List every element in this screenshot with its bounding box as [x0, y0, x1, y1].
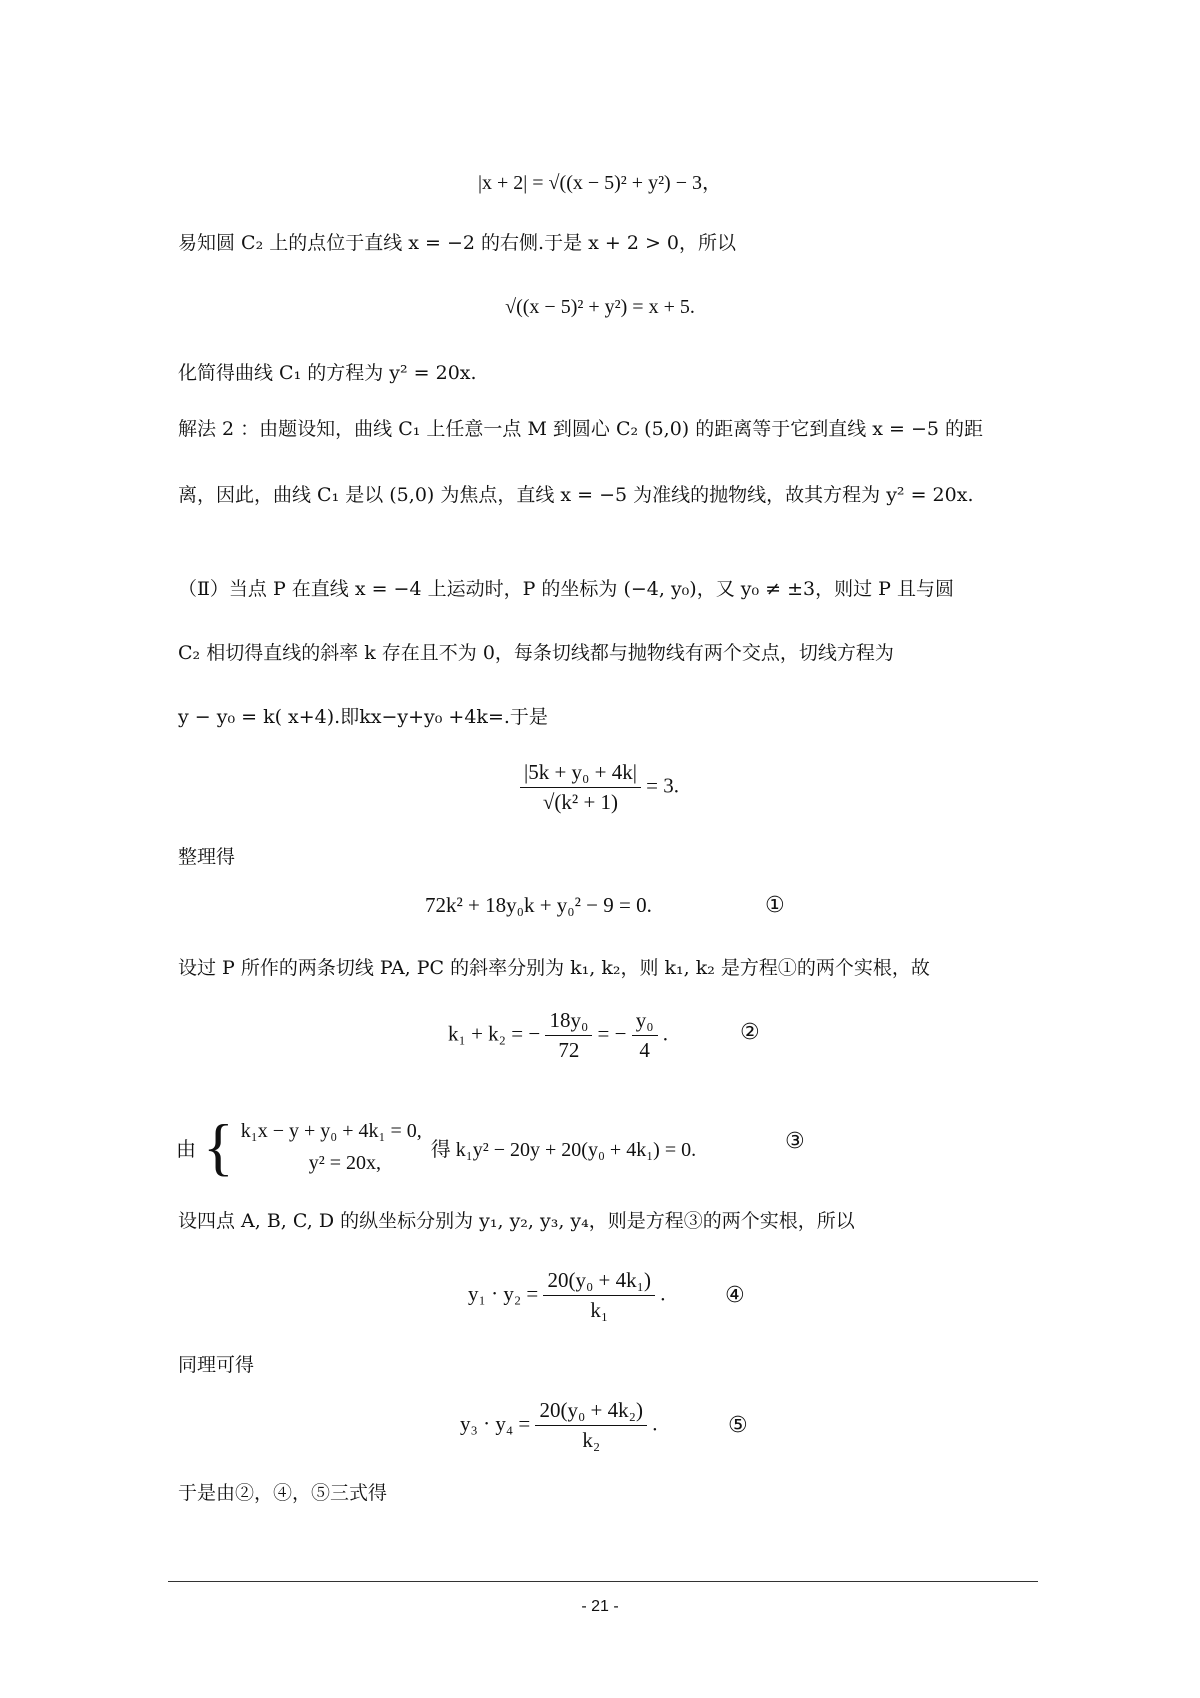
text-part-ii: （Ⅱ）当点 P 在直线 x = −4 上运动时，P 的坐标为 (−4, y₀)，又 y₀ ≠ ±3，则过 P 且与圆	[178, 578, 954, 600]
equation-sqrt: √((x − 5)² + y²) = x + 5.	[505, 296, 695, 318]
product-lhs: y₃ · y₄ =	[460, 1411, 531, 1436]
marker-4: ④	[725, 1283, 745, 1308]
footer-divider	[168, 1581, 1038, 1582]
fraction-denominator: √(k² + 1)	[542, 790, 619, 814]
fraction-numerator: 18y₀	[545, 1008, 592, 1036]
product-end: .	[652, 1411, 658, 1436]
marker-1: ①	[765, 893, 785, 918]
fraction-numerator: 20(y₀ + 4k₁)	[543, 1268, 654, 1296]
fraction-y0-4	[632, 1008, 658, 1063]
equation-distance	[520, 760, 679, 815]
fraction-numerator: 20(y₀ + 4k₂)	[535, 1398, 646, 1426]
sum-mid: = −	[597, 1021, 627, 1046]
system-prefix: 由	[176, 1138, 196, 1161]
fraction-18y0-72	[545, 1008, 592, 1063]
equation-system	[176, 1111, 697, 1182]
sum-end: .	[662, 1021, 669, 1046]
system-result: 得 k₁y² − 20y + 20(y₀ + 4k₁) = 0.	[430, 1138, 697, 1161]
marker-2: ②	[740, 1020, 760, 1045]
equation-y1y2	[468, 1268, 665, 1323]
equation-rhs: = 3.	[646, 773, 680, 798]
text-four-points: 设四点 A, B, C, D 的纵坐标分别为 y₁, y₂, y₃, y₄，则是方程③的两个实根，所以	[178, 1210, 855, 1232]
fraction-denominator: k₂	[582, 1428, 601, 1452]
text-method-2: 解法 2 ：由题设知，曲线 C₁ 上任意一点 M 到圆心 C₂ (5,0) 的距离等于它到直线 x = −5 的距	[178, 418, 984, 440]
text-curve-equation: 化简得曲线 C₁ 的方程为 y² = 20x.	[178, 362, 477, 384]
system-brace-icon: {	[203, 1111, 234, 1182]
text-tangent-slope: C₂ 相切得直线的斜率 k 存在且不为 0，每条切线都与抛物线有两个交点，切线方程为	[178, 642, 894, 664]
text-tangent-equation: y − y₀ = k( x+4).即kx−y+y₀ +4k=.于是	[178, 706, 548, 728]
product-lhs: y₁ · y₂ =	[468, 1281, 539, 1306]
equation-y3y4	[460, 1398, 657, 1453]
fraction-distance	[520, 760, 641, 815]
fraction-y3y4	[535, 1398, 646, 1453]
page-number: - 21 -	[581, 1598, 619, 1615]
text-circle-right-side: 易知圆 C₂ 上的点位于直线 x = −2 的右侧.于是 x + 2 > 0，所以	[178, 232, 737, 254]
system-line-2: y² = 20x,	[308, 1152, 381, 1174]
fraction-y1y2	[543, 1268, 654, 1323]
text-similarly: 同理可得	[178, 1354, 255, 1376]
text-parabola: 离，因此，曲线 C₁ 是以 (5,0) 为焦点，直线 x = −5 为准线的抛物线，故其方程为 y² = 20x.	[178, 484, 974, 506]
fraction-numerator: |5k + y₀ + 4k|	[520, 760, 641, 788]
marker-5: ⑤	[728, 1413, 748, 1438]
system-line-1: k₁x − y + y₀ + 4k₁ = 0,	[240, 1120, 422, 1142]
text-two-tangents: 设过 P 所作的两条切线 PA, PC 的斜率分别为 k₁, k₂，则 k₁, k₂ 是方程①的两个实根，故	[178, 957, 930, 979]
marker-3: ③	[785, 1129, 805, 1154]
equation-abs: |x + 2| = √((x − 5)² + y²) − 3，	[477, 172, 722, 194]
fraction-numerator: y₀	[632, 1008, 658, 1036]
fraction-denominator: k₁	[590, 1298, 609, 1322]
sum-lhs: k₁ + k₂ = −	[448, 1021, 541, 1046]
equation-sum-k	[448, 1008, 668, 1063]
fraction-denominator: 4	[639, 1038, 650, 1062]
equation-quadratic-k: 72k² + 18y₀k + y₀² − 9 = 0.	[425, 893, 652, 917]
product-end: .	[660, 1281, 666, 1306]
system-equations	[241, 1115, 422, 1179]
fraction-denominator: 72	[558, 1038, 580, 1062]
text-three-equations: 于是由②，④，⑤三式得	[178, 1482, 388, 1504]
text-simplify: 整理得	[178, 846, 236, 868]
